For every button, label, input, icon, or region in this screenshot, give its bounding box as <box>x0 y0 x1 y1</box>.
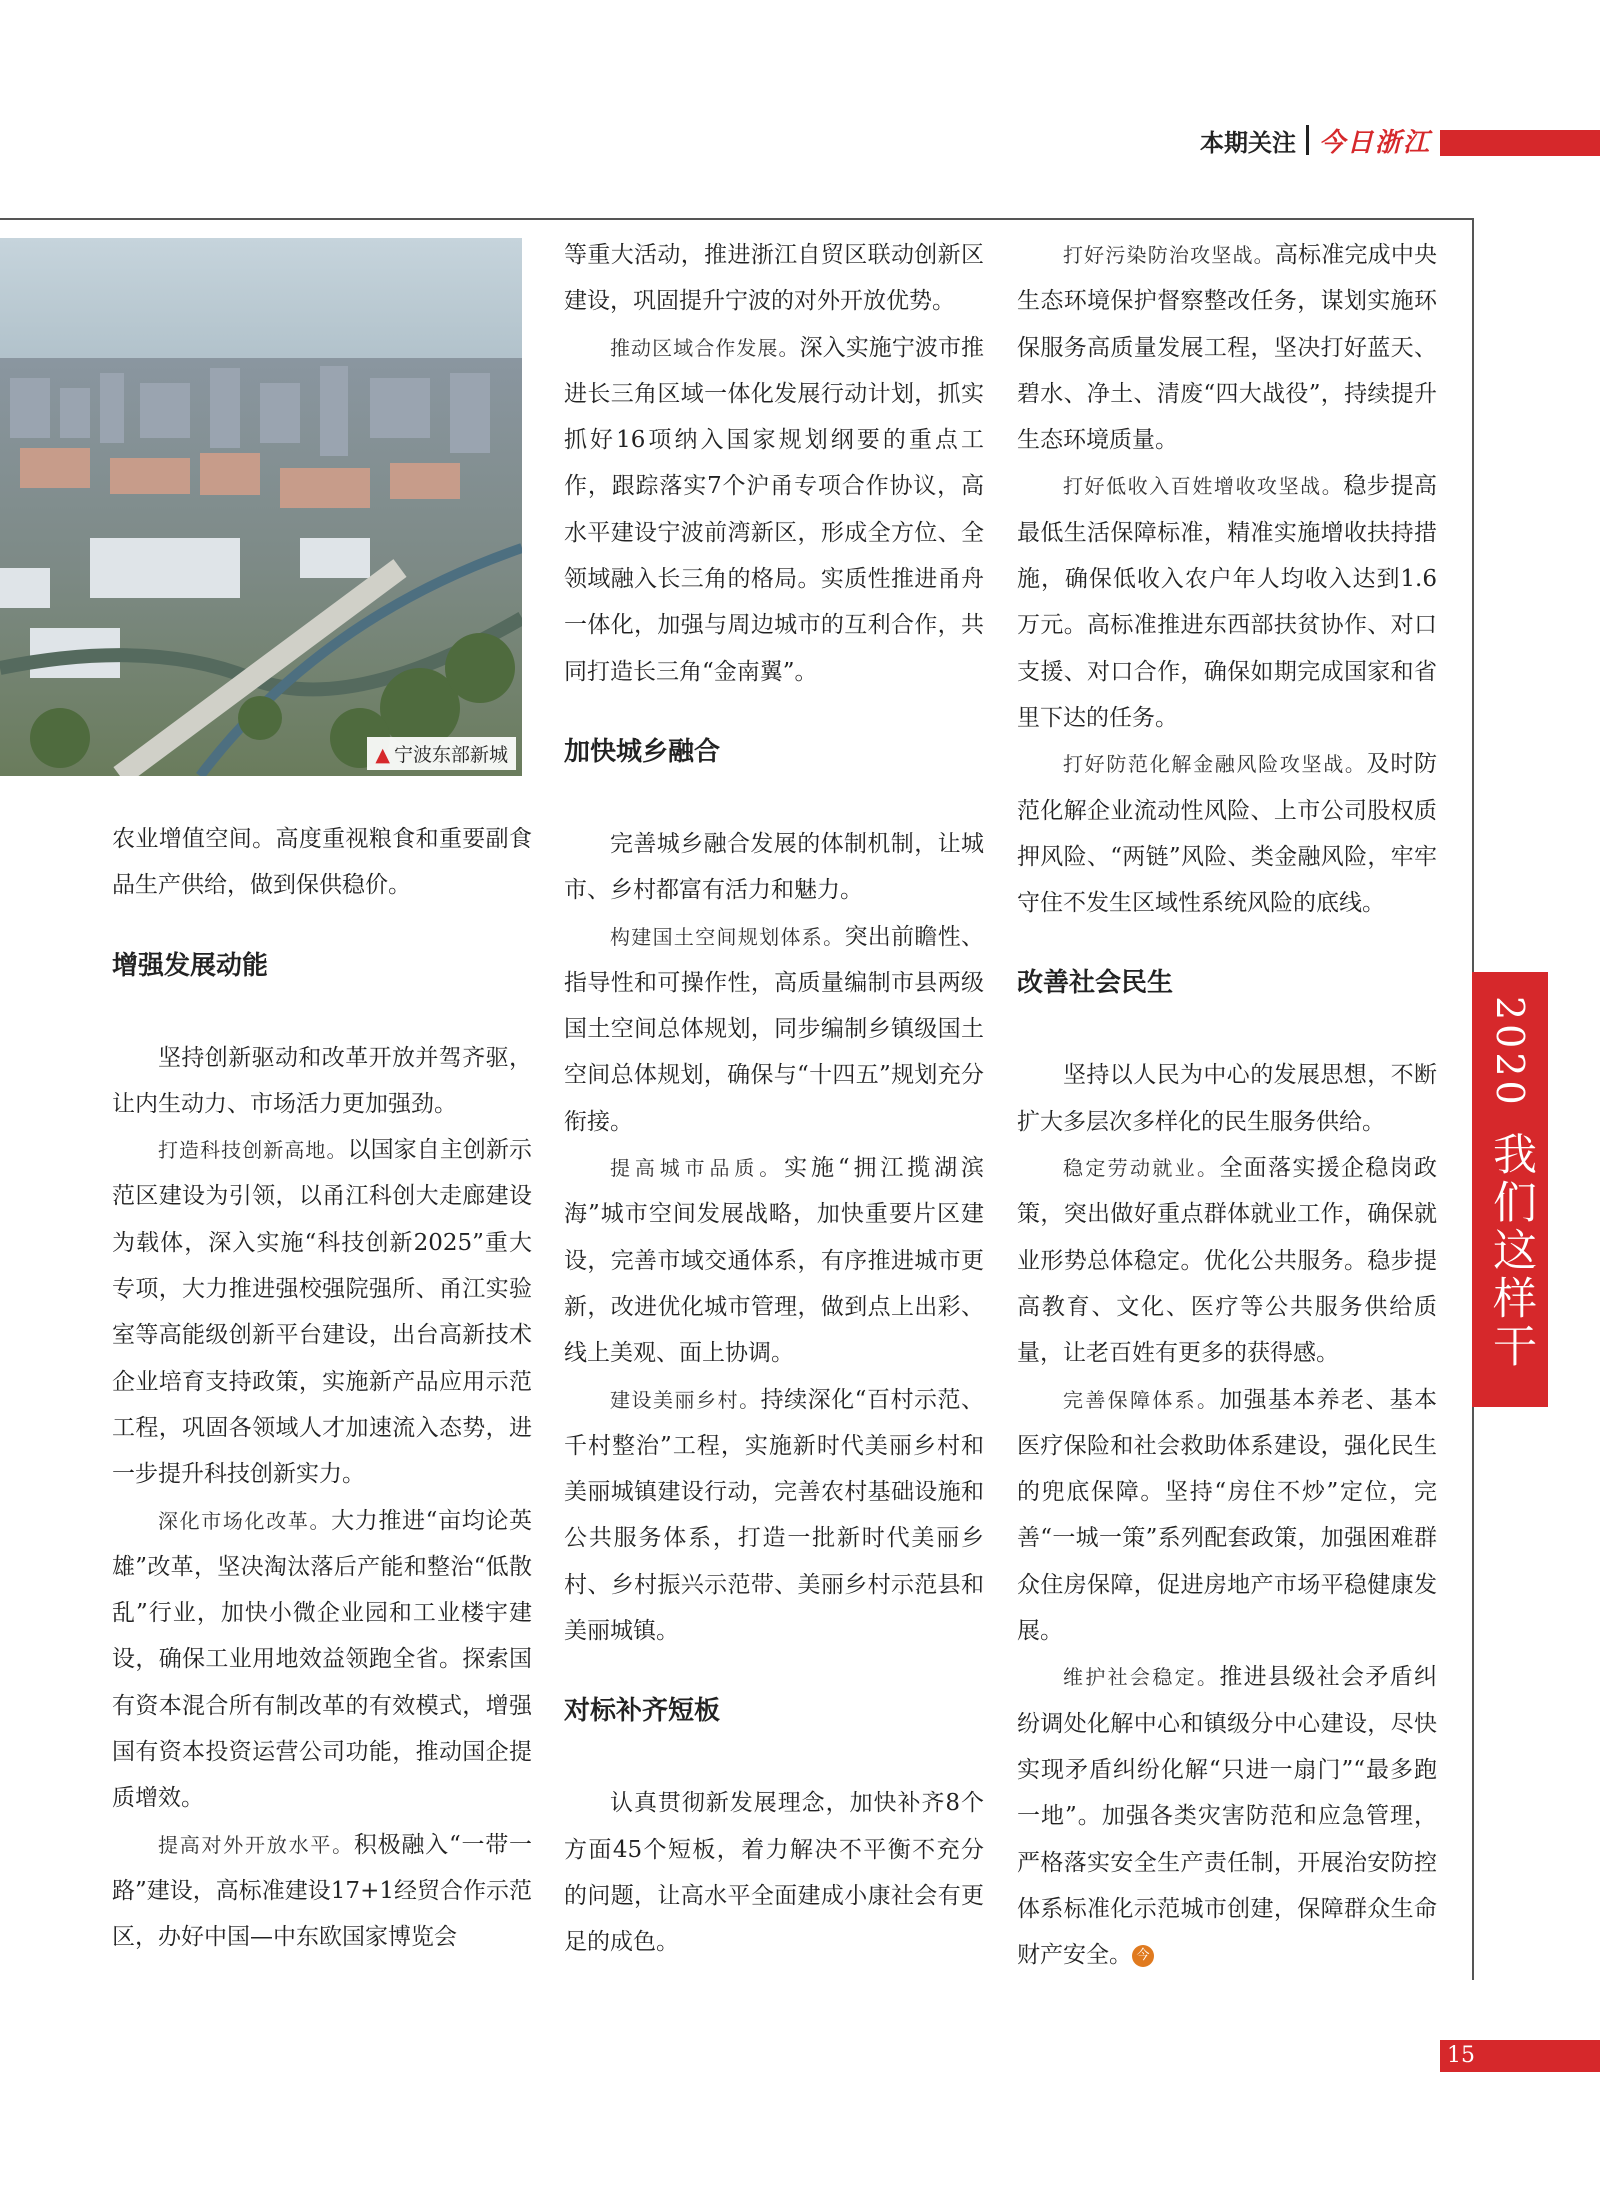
paragraph <box>564 325 984 695</box>
header-divider <box>1306 125 1309 155</box>
keyword: 稳定劳动就业。 <box>1063 1156 1220 1181</box>
keyword: 构建国土空间规划体系。 <box>610 924 845 949</box>
paragraph-text: 突出前瞻性、指导性和可操作性，高质量编制市县两级国土空间总体规划，同步编制乡镇级国土空间总体规划，确保与“十四五”规划充分衔接。 <box>564 923 984 1135</box>
keyword: 推动区域合作发展。 <box>610 335 800 360</box>
paragraph-text: 高标准完成中央生态环境保护督察整改任务，谋划实施环保服务高质量发展工程，坚决打好蓝天、碧水、净土、清废“四大战役”，持续提升生态环境质量。 <box>1017 242 1437 454</box>
paragraph-text: 推进县级社会矛盾纠纷调处化解中心和镇级分中心建设，尽快实现矛盾纠纷化解“只进一扇门”“最多跑一地”。加强各类灾害防范和应急管理，严格落实安全生产责任制，开展治安防控体系标准化示范城市创建，保障群众生命财产安全。 <box>1017 1664 1438 1969</box>
magazine-logo: 今日浙江 <box>1319 127 1432 158</box>
paragraph-text: 积极融入“一带一路”建设，高标准建设17+1经贸合作示范区，办好中国—中东欧国家博览会 <box>112 1831 533 1951</box>
lead-paragraph: 认真贯彻新发展理念，加快补齐8个方面45个短板，着力解决不平衡不充分的问题，让高水平全面建成小康社会有更足的成色。 <box>564 1790 984 1956</box>
keyword: 打好污染防治攻坚战。 <box>1063 243 1275 267</box>
paragraph-text: 实施“拥江揽湖滨海”城市空间发展战略，加快重要片区建设，完善市域交通体系，有序推进城市更新，改进优化城市管理，做到点上出彩、线上美观、面上协调。 <box>564 1155 985 1367</box>
keyword: 完善保障体系。 <box>1063 1387 1220 1412</box>
paragraph <box>564 1145 984 1376</box>
city-photo <box>0 238 522 776</box>
paragraph-text: 以国家自主创新示范区建设为引领，以甬江科创大走廊建设为载体，深入实施“科技创新2025”重大专项，大力推进强校强院强所、甬江实验室等高能级创新平台建设，出台高新技术企业培育支持政策，实施新产品应用示范工程，巩固各领域人才加速流入态势，进一步提升科技创新实力。 <box>112 1137 532 1488</box>
paragraph <box>564 1377 984 1655</box>
paragraph: 农业增值空间。高度重视粮食和重要副食品生产供给，做到保供稳价。 <box>112 826 532 899</box>
column-3 <box>1017 232 1437 1978</box>
section-heading: 对标补齐短板 <box>564 1696 721 1727</box>
paragraph <box>564 914 984 1145</box>
paragraph <box>1017 232 1437 463</box>
paragraph <box>1017 1377 1437 1655</box>
keyword: 建设美丽乡村。 <box>610 1387 761 1412</box>
paragraph: 等重大活动，推进浙江自贸区联动创新区建设，巩固提升宁波的对外开放优势。 <box>564 242 984 315</box>
paragraph <box>112 1498 532 1822</box>
paragraph <box>1017 1654 1437 1978</box>
page-header <box>1200 120 1431 160</box>
keyword: 打造科技创新高地。 <box>158 1138 348 1163</box>
paragraph-text: 加强基本养老、基本医疗保险和社会救助体系建设，强化民生的兜底保障。坚持“房住不炒”定位，完善“一城一策”系列配套政策，加强困难群众住房保障，促进房地产市场平稳健康发展。 <box>1017 1386 1438 1645</box>
column-1 <box>112 816 532 1961</box>
paragraph <box>112 1127 532 1497</box>
side-tab-year: 2020 <box>1488 996 1532 1109</box>
paragraph <box>1017 741 1437 926</box>
section-label: 本期关注 <box>1200 128 1296 157</box>
keyword: 提高城市品质。 <box>610 1156 785 1181</box>
keyword: 维护社会稳定。 <box>1063 1665 1220 1690</box>
paragraph <box>1017 1145 1437 1376</box>
photo-caption <box>367 737 516 770</box>
page-number: 15 <box>1447 2043 1475 2068</box>
paragraph <box>112 1822 532 1961</box>
column-2 <box>564 232 984 1966</box>
aerial-city-image <box>0 238 522 776</box>
paragraph-text: 及时防范化解企业流动性风险、上市公司股权质押风险、“两链”风险、类金融风险，牢牢守住不发生区域性系统风险的底线。 <box>1017 751 1437 917</box>
triangle-icon: ▲ <box>375 744 390 766</box>
paragraph-text: 深入实施宁波市推进长三角区域一体化发展行动计划，抓实抓好16项纳入国家规划纲要的重点工作，跟踪落实7个沪甬专项合作协议，高水平建设宁波前湾新区，形成全方位、全领域融入长三角的格局。实质性推进甬舟一体化，加强与周边城市的互利合作，共同打造长三角“金南翼”。 <box>564 334 984 685</box>
paragraph <box>1017 463 1437 741</box>
section-heading: 改善社会民生 <box>1017 968 1174 999</box>
lead-paragraph: 完善城乡融合发展的体制机制，让城市、乡村都富有活力和魅力。 <box>564 830 984 904</box>
keyword: 打好防范化解金融风险攻坚战。 <box>1063 752 1367 777</box>
lead-paragraph: 坚持创新驱动和改革开放并驾齐驱，让内生动力、市场活力更加强劲。 <box>112 1044 532 1117</box>
section-heading: 增强发展动能 <box>112 950 269 981</box>
paragraph-text: 稳步提高最低生活保障标准，精准实施增收扶持措施，确保低收入农户年人均收入达到1.6万元。高标准推进东西部扶贫协作、对口支援、对口合作，确保如期完成国家和省里下达的任务。 <box>1017 473 1437 731</box>
paragraph-text: 持续深化“百村示范、千村整治”工程，实施新时代美丽乡村和美丽城镇建设行动，完善农村基础设施和公共服务体系，打造一批新时代美丽乡村、乡村振兴示范带、美丽乡村示范县和美丽城镇。 <box>564 1386 984 1645</box>
caption-text: 宁波东部新城 <box>393 744 508 766</box>
side-tab <box>1472 972 1548 1407</box>
side-tab-title: 我们这样干 <box>1485 1130 1536 1371</box>
header-red-bar <box>1440 130 1600 156</box>
end-mark-icon: 今 <box>1132 1945 1154 1967</box>
section-heading: 加快城乡融合 <box>564 736 721 767</box>
paragraph-text: 大力推进“亩均论英雄”改革，坚决淘汰落后产能和整治“低散乱”行业，加快小微企业园和工业楼宇建设，确保工业用地效益领跑全省。探索国有资本混合所有制改革的有效模式，增强国有资本投资运营公司功能，推动国企提质增效。 <box>112 1507 533 1812</box>
keyword: 深化市场化改革。 <box>158 1508 332 1533</box>
keyword: 打好低收入百姓增收攻坚战。 <box>1063 474 1344 499</box>
paragraph-text: 全面落实援企稳岗政策，突出做好重点群体就业工作，确保就业形势总体稳定。优化公共服务。稳步提高教育、文化、医疗等公共服务供给质量，让老百姓有更多的获得感。 <box>1017 1155 1438 1367</box>
keyword: 提高对外开放水平。 <box>158 1832 354 1857</box>
lead-paragraph: 坚持以人民为中心的发展思想，不断扩大多层次多样化的民生服务供给。 <box>1017 1062 1437 1135</box>
